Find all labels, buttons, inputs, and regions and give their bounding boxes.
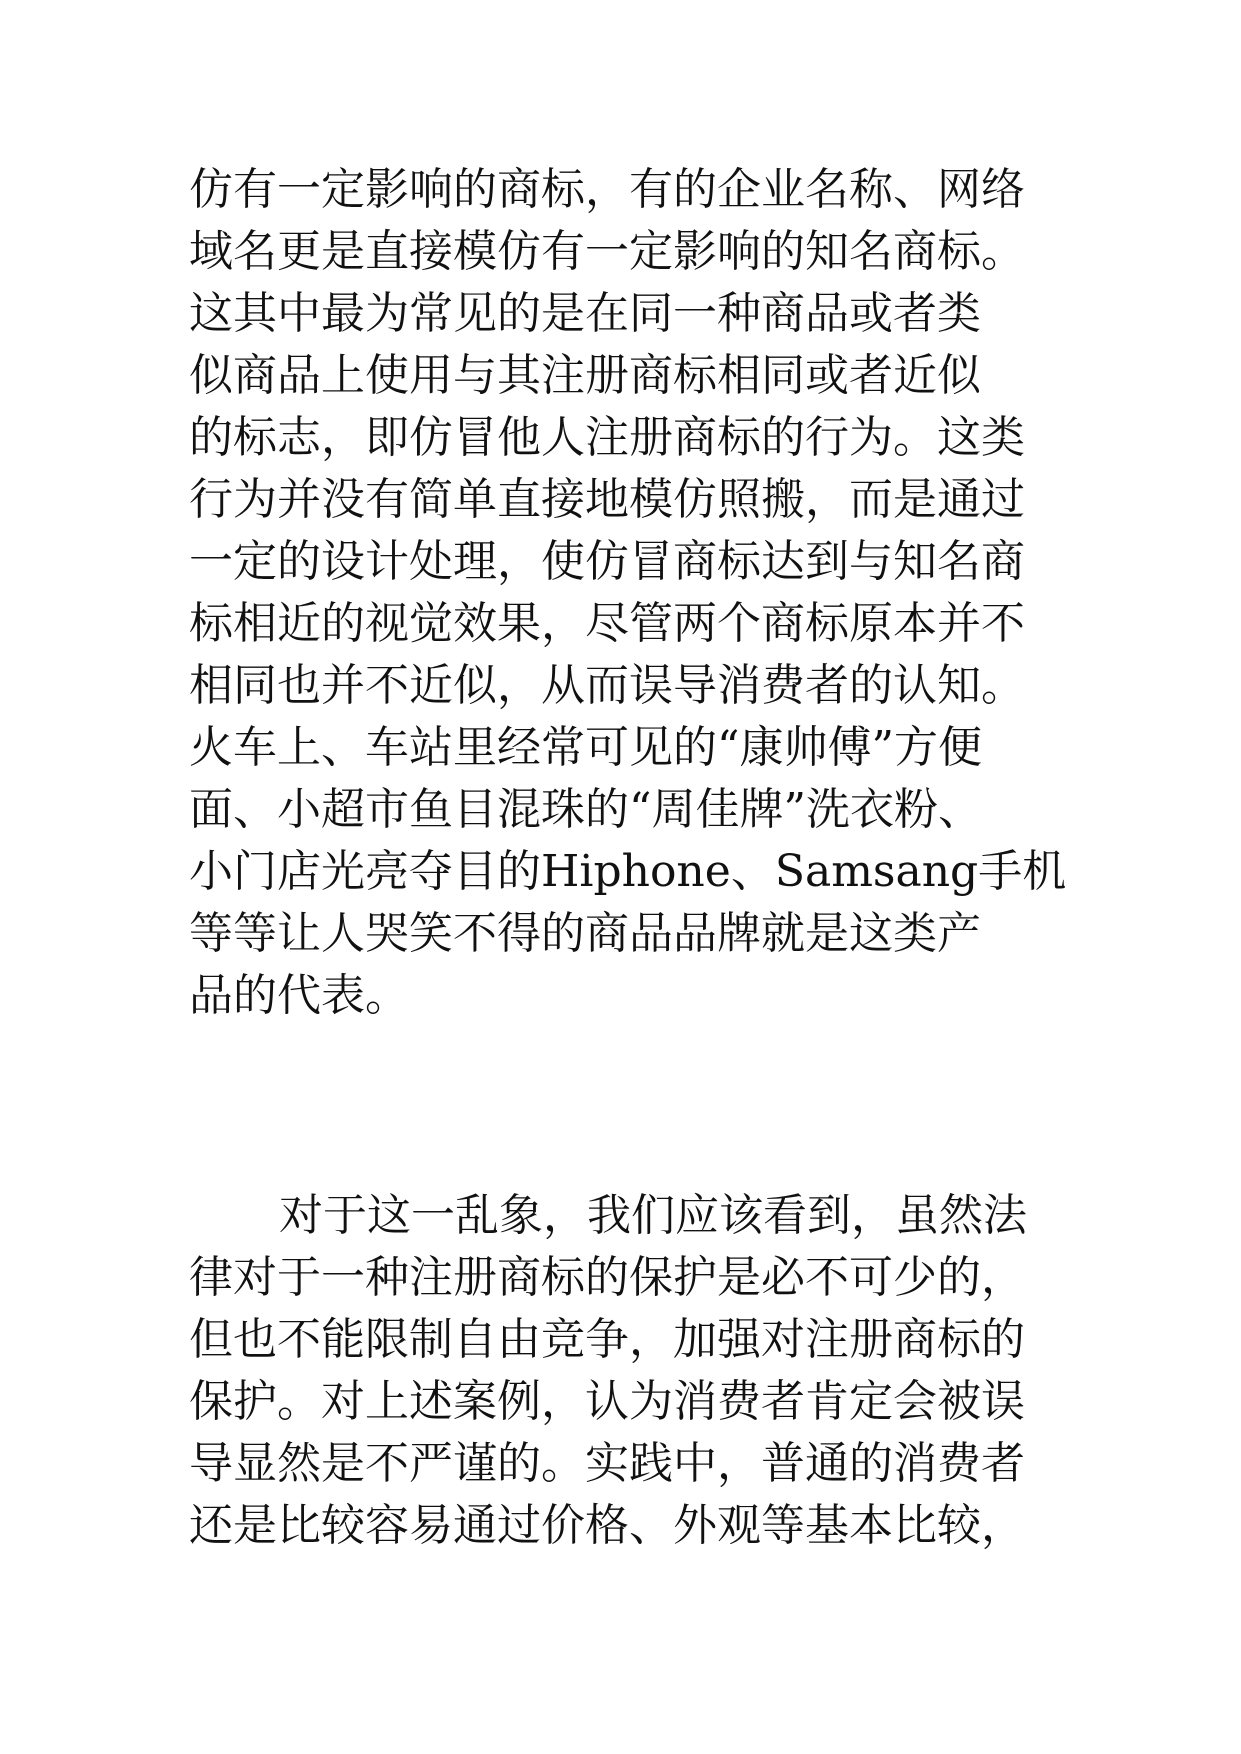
paragraph-1-line: 品的代表。 [189, 970, 409, 1021]
paragraph-2-line: 但也不能限制自由竞争，加强对注册商标的 [189, 1314, 1025, 1365]
paragraph-1-line: 火车上、车站里经常可见的“康帅傅”方便 [189, 722, 982, 773]
paragraph-1-line: 这其中最为常见的是在同一种商品或者类 [189, 288, 981, 339]
paragraph-1-line: 等等让人哭笑不得的商品品牌就是这类产 [189, 908, 981, 959]
paragraph-1-line: 标相近的视觉效果，尽管两个商标原本并不 [189, 598, 1025, 649]
paragraph-1-line: 仿有一定影响的商标，有的企业名称、网络 [189, 164, 1025, 215]
paragraph-2-line: 律对于一种注册商标的保护是必不可少的， [189, 1252, 1025, 1303]
paragraph-1-line: 小门店光亮夺目的Hiphone、Samsang手机 [189, 846, 1067, 897]
paragraph-1-line: 行为并没有简单直接地模仿照搬，而是通过 [189, 474, 1025, 525]
paragraph-2-line: 还是比较容易通过价格、外观等基本比较， [189, 1500, 1025, 1551]
paragraph-2-line: 导显然是不严谨的。实践中，普通的消费者 [189, 1438, 1025, 1489]
paragraph-1-line: 的标志，即仿冒他人注册商标的行为。这类 [189, 412, 1025, 463]
paragraph-2-line: 保护。对上述案例，认为消费者肯定会被误 [189, 1376, 1025, 1427]
paragraph-1-line: 面、小超市鱼目混珠的“周佳牌”洗衣粉、 [189, 784, 982, 835]
paragraph-1-line: 似商品上使用与其注册商标相同或者近似 [189, 350, 981, 401]
paragraph-1-line: 域名更是直接模仿有一定影响的知名商标。 [189, 226, 1025, 277]
paragraph-1-line: 相同也并不近似，从而误导消费者的认知。 [189, 660, 1025, 711]
paragraph-2-line: 对于这一乱象，我们应该看到，虽然法 [279, 1190, 1027, 1241]
paragraph-1-line: 一定的设计处理，使仿冒商标达到与知名商 [189, 536, 1025, 587]
